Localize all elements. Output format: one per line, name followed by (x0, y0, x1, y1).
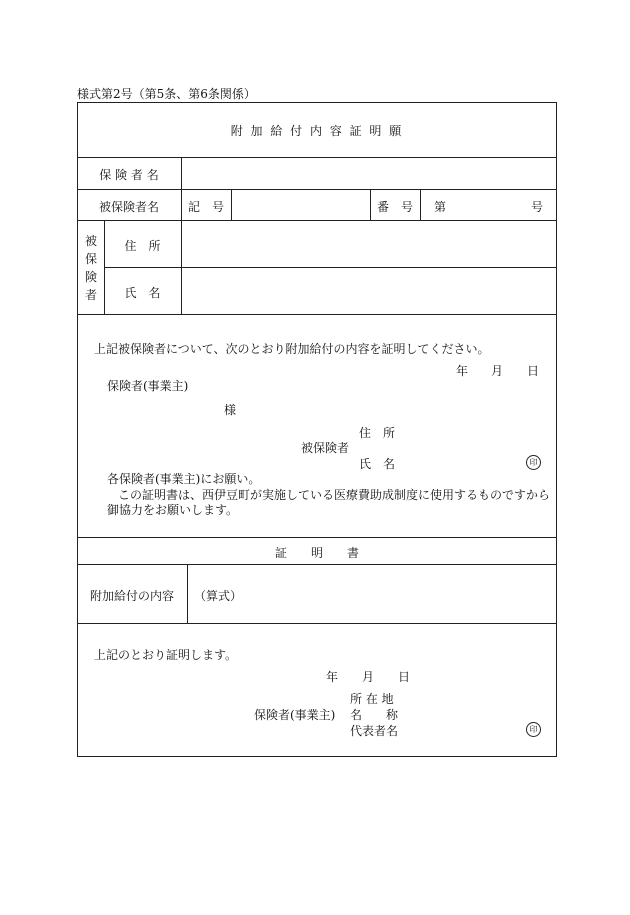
request-purpose-line1: この証明書は、西伊豆町が実施している医療費助成制度に使用するものですから (118, 488, 551, 502)
name-label: 氏 名 (124, 286, 161, 300)
honorific-label: 様 (224, 403, 237, 417)
number-field[interactable] (446, 191, 528, 219)
request-purpose-line2: 御協力をお願いします。 (107, 503, 239, 517)
vertical-char: 被 (84, 234, 97, 248)
column-divider (420, 189, 421, 220)
number-label: 番 号 (376, 200, 413, 214)
address-field[interactable] (183, 222, 555, 266)
certify-text: 上記のとおり証明します。 (94, 648, 238, 662)
content-field[interactable] (240, 566, 554, 622)
applicant-role-label: 被保険者 (301, 441, 350, 455)
divider (77, 564, 557, 565)
insurer-field[interactable] (183, 159, 555, 187)
divider (77, 220, 557, 221)
symbol-label: 記 号 (187, 200, 224, 214)
certificate-date-day: 日 (398, 670, 411, 684)
request-date-year: 年 (456, 364, 469, 378)
location-label: 所 在 地 (350, 692, 394, 706)
certificate-title: 証 明 書 (274, 546, 359, 560)
seal-stamp-icon: 印 (526, 455, 541, 470)
insured-vertical-label (84, 232, 98, 304)
seal-stamp-icon: 印 (526, 722, 541, 737)
divider (104, 267, 557, 268)
request-date-month: 月 (491, 364, 504, 378)
form-number-note: 様式第2号（第5条、第6条関係） (77, 87, 256, 101)
addressee-label: 保険者(事業主) (107, 379, 189, 393)
insured-label: 被保険者名 (98, 200, 159, 214)
applicant-name-label: 氏 名 (359, 457, 396, 471)
vertical-char: 保 (84, 252, 97, 266)
number-prefix: 第 (434, 200, 447, 214)
vertical-char: 険 (84, 270, 97, 284)
column-divider (181, 157, 182, 315)
formula-label: （算式） (194, 589, 243, 603)
column-divider (187, 564, 188, 623)
representative-label: 代表者名 (350, 724, 399, 738)
certificate-date-month: 月 (362, 670, 375, 684)
divider (77, 157, 557, 158)
vertical-char: 者 (84, 288, 97, 302)
divider (77, 189, 557, 190)
divider (77, 623, 557, 624)
request-statement: 上記被保険者について、次のとおり附加給付の内容を証明してください。 (94, 342, 490, 356)
divider (77, 314, 557, 315)
insurer-label: 保 険 者 名 (99, 168, 159, 182)
issuer-name-label: 名 称 (350, 708, 399, 722)
number-suffix: 号 (531, 200, 544, 214)
request-date-day: 日 (527, 364, 540, 378)
symbol-field[interactable] (233, 191, 369, 219)
request-to-each: 各保険者(事業主)にお願い。 (107, 472, 261, 486)
certificate-date-year: 年 (326, 670, 339, 684)
issuer-label: 保険者(事業主) (254, 708, 336, 722)
content-label: 附加給付の内容 (89, 589, 174, 603)
address-label: 住 所 (124, 239, 161, 253)
divider (77, 537, 557, 538)
form-title: 附 加 給 付 内 容 証 明 願 (230, 124, 404, 138)
name-field[interactable] (183, 269, 555, 313)
column-divider (231, 189, 232, 220)
applicant-address-label: 住 所 (359, 426, 396, 440)
